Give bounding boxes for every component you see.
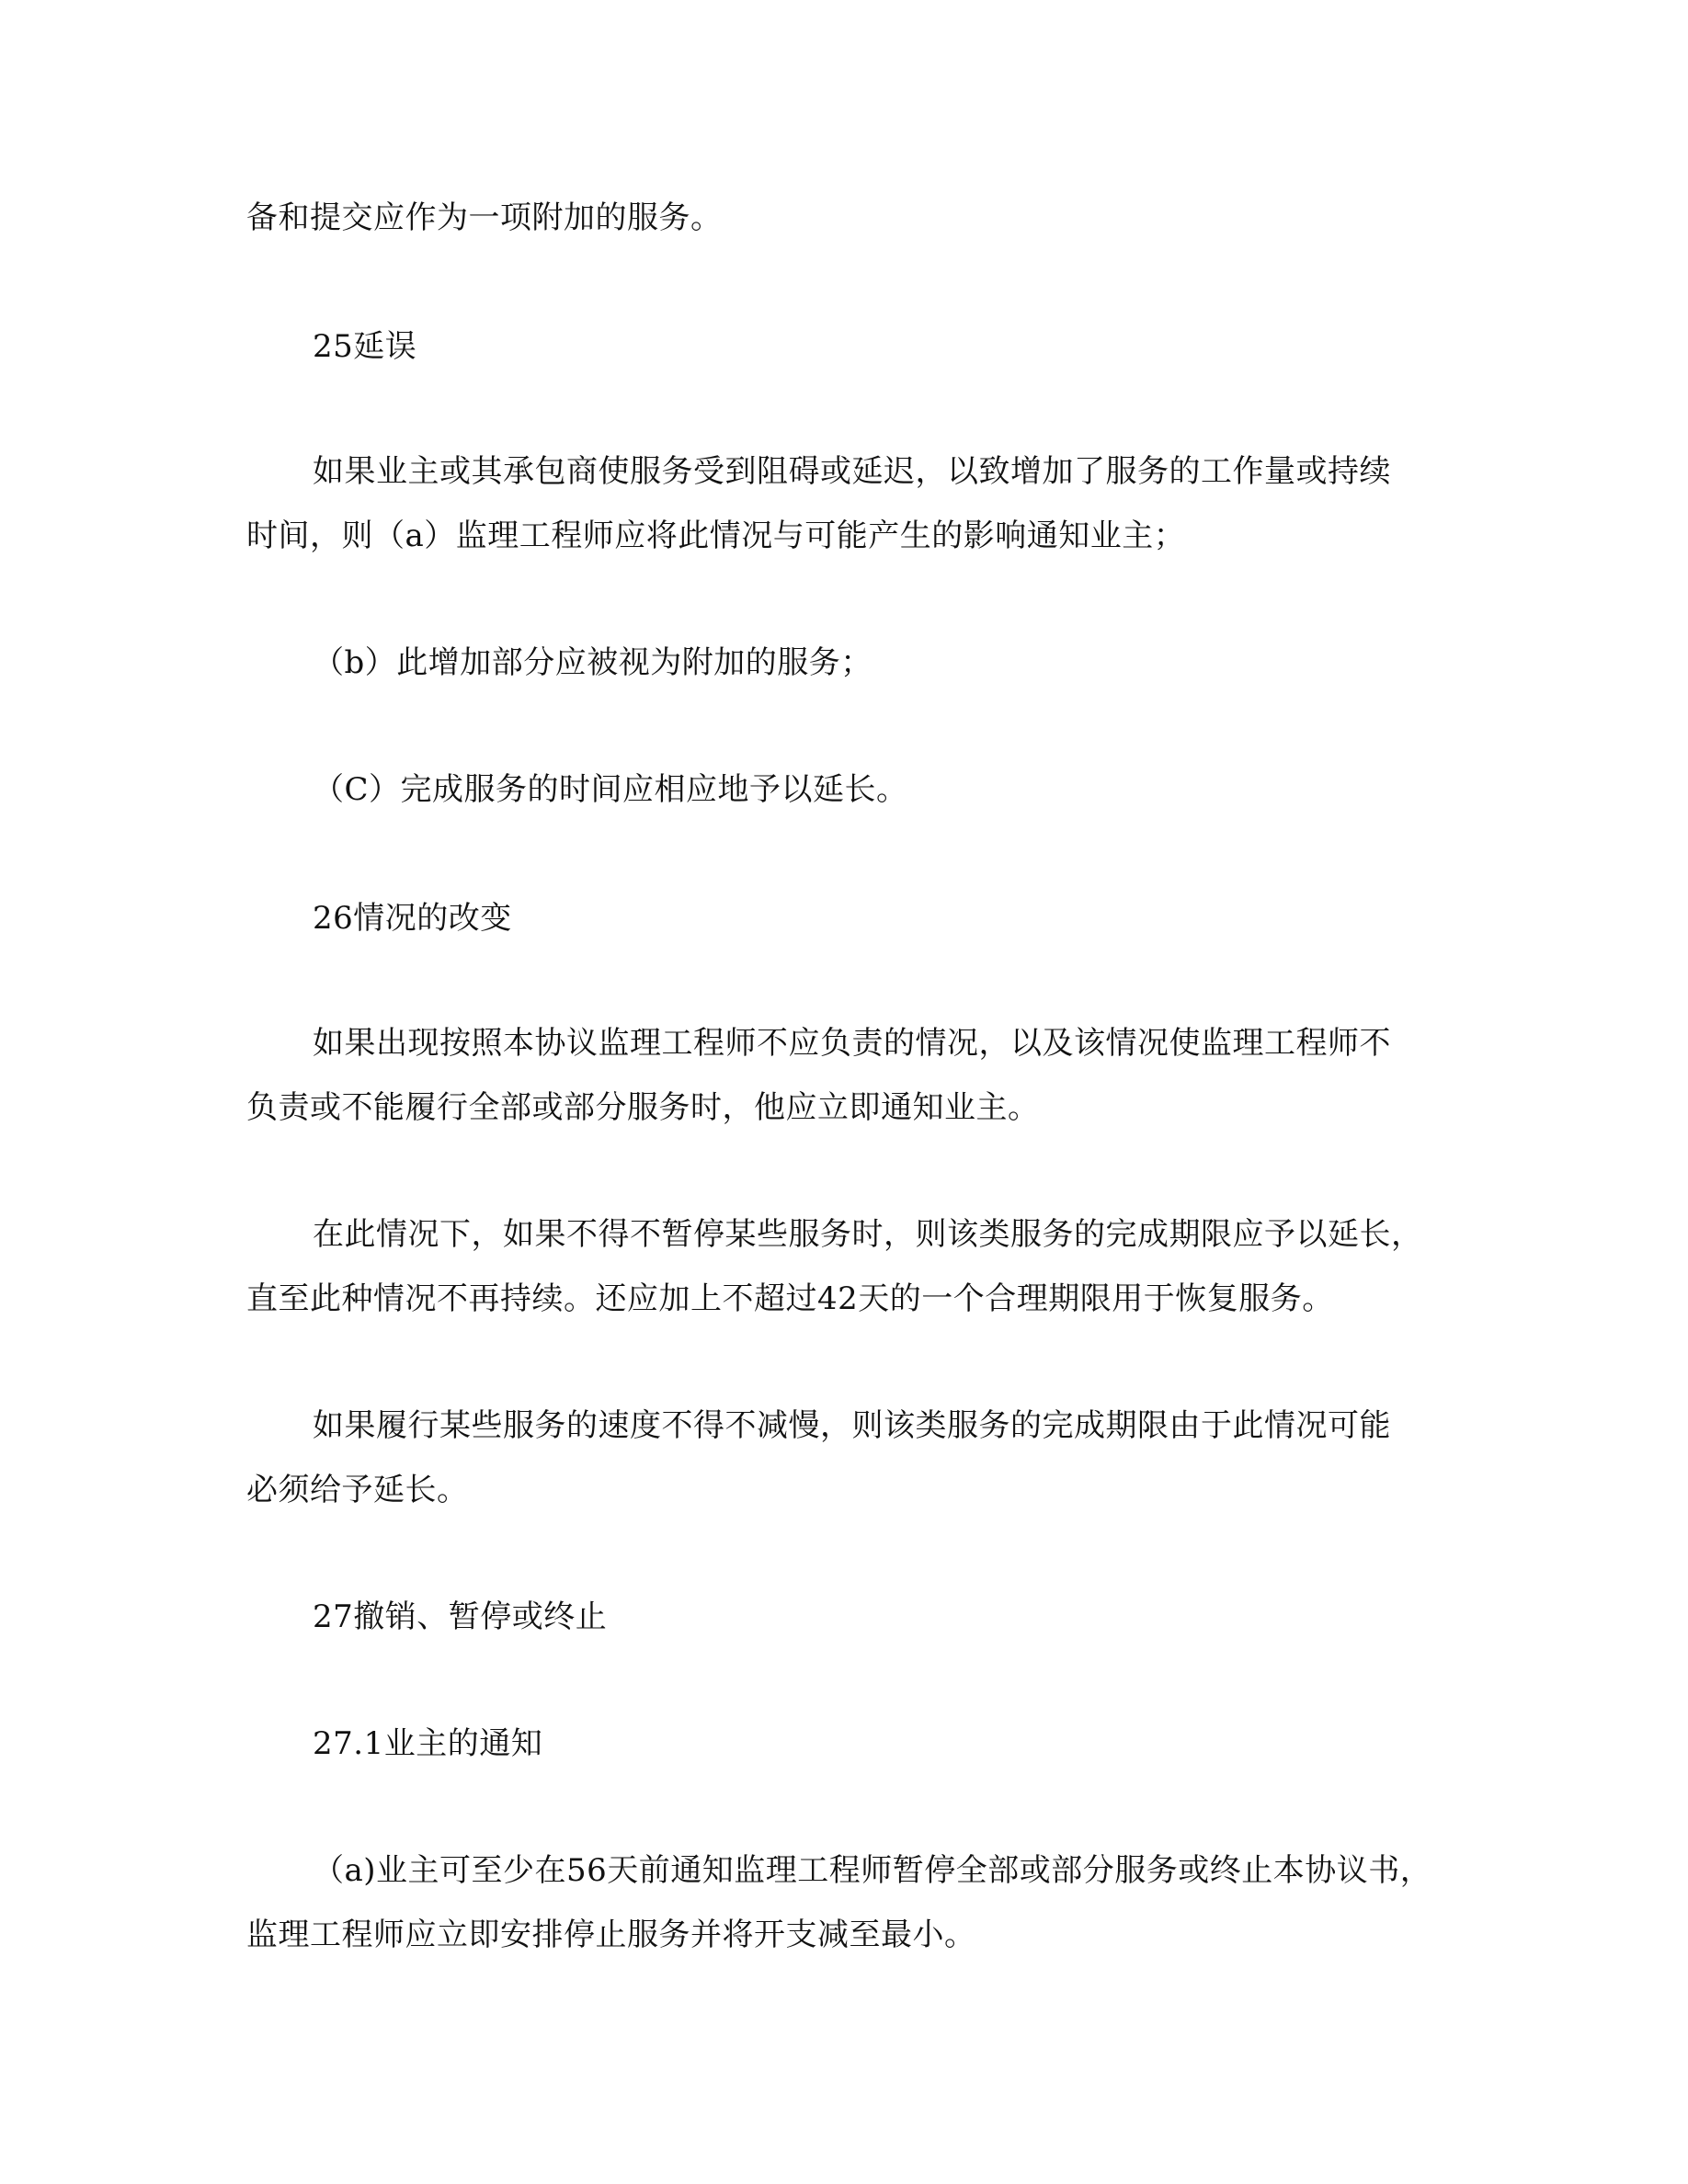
paragraph-line: 如果业主或其承包商使服务受到阻碍或延迟，以致增加了服务的工作量或持续: [313, 453, 1391, 490]
paragraph-line: 如果出现按照本协议监理工程师不应负责的情况，以及该情况使监理工程师不: [313, 1025, 1391, 1062]
paragraph-line: 负责或不能履行全部或部分服务时，他应立即通知业主。: [246, 1089, 1040, 1126]
paragraph-line: 监理工程师应立即安排停止服务并将开支减至最小。: [246, 1917, 976, 1953]
section-heading-25: 25延误: [313, 328, 417, 365]
paragraph-line: 必须给予延长。: [246, 1472, 469, 1508]
list-item-b: （b）此增加部分应被视为附加的服务；: [313, 644, 873, 681]
paragraph-continuation: 备和提交应作为一项附加的服务。: [246, 199, 723, 236]
paragraph-line: 在此情况下，如果不得不暂停某些服务时，则该类服务的完成期限应予以延长，: [313, 1216, 1423, 1253]
paragraph-line: （a)业主可至少在56天前通知监理工程师暂停全部或部分服务或终止本协议书，: [313, 1852, 1432, 1889]
subsection-heading-27-1: 27.1业主的通知: [313, 1725, 543, 1762]
section-heading-26: 26情况的改变: [313, 900, 512, 937]
paragraph-line: 如果履行某些服务的速度不得不减慢，则该类服务的完成期限由于此情况可能: [313, 1407, 1391, 1444]
list-item-c: （C）完成服务的时间应相应地予以延长。: [313, 771, 908, 808]
paragraph-line: 时间，则（a）监理工程师应将此情况与可能产生的影响通知业主；: [246, 518, 1186, 554]
paragraph-line: 直至此种情况不再持续。还应加上不超过42天的一个合理期限用于恢复服务。: [246, 1280, 1334, 1317]
section-heading-27: 27撤销、暂停或终止: [313, 1598, 608, 1635]
